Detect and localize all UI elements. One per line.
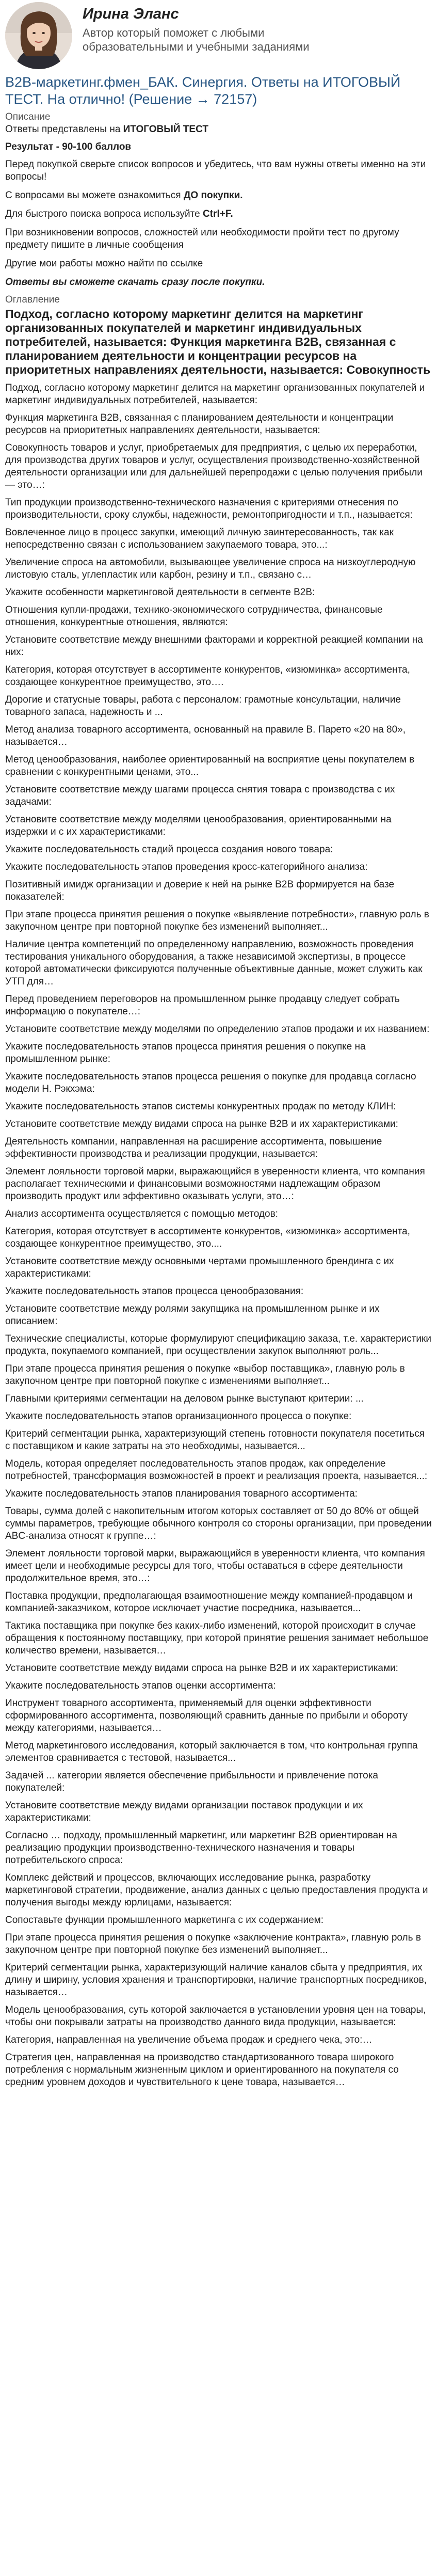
question-item: Критерий сегментации рынка, характеризующий степень готовности покупателя посетиться с поставщиком и какие затраты на это необходимы, называется... <box>5 1428 425 1452</box>
question-item: Критерий сегментации рынка, характеризующий наличие каналов сбыта у предприятия, их длину и ширину, условия хранения и транспортировки, наличие транспортных посредников, называется… <box>5 1962 427 1998</box>
question-item: Модель ценообразования, суть которой заключается в установлении уровня цен на товары, чтобы они покрывали затраты на производство данного вида продукции, называется: <box>5 2005 426 2028</box>
intro-bold: ИТОГОВЫЙ ТЕСТ <box>123 124 208 135</box>
question-item: При этапе процесса принятия решения о покупке «выявление потребности», главную роль в закупочном центре при повторной покупке без изменений выполняет... <box>5 909 429 932</box>
question-item: Элемент лояльности торговой марки, выражающийся в уверенности клиента, что компания располагает техническими и финансовыми возможностями надлежащим образом производить продукт или эффективно оказывать услуги, это…: <box>5 1166 425 1202</box>
search-hint-bold: Ctrl+F. <box>203 209 233 219</box>
question-item: Укажите особенности маркетинговой деятельности в сегменте B2B: <box>5 587 315 598</box>
question-item: Анализ ассортимента осуществляется с помощью методов: <box>5 1209 278 1219</box>
author-name[interactable]: Ирина Эланс <box>83 6 179 22</box>
before-purchase-line <box>5 189 432 202</box>
toc-heading: Подход, согласно которому маркетинг делится на маркетинг организованных покупателей и маркетинг индивидуальных потребителей, называется: Функция маркетинга B2B, связанная с планированием деятельности и концентрации ресурсов на приоритетных направлениях деятельности, называется: Совокупность <box>5 307 431 376</box>
page-title: B2B-маркетинг.фмен_БАК. Синергия. Ответы на ИТОГОВЫЙ ТЕСТ. На отлично! (Решение → 72157) <box>5 74 401 107</box>
avatar-photo <box>5 2 72 69</box>
search-hint-prefix: Для быстрого поиска вопроса используйте <box>5 209 203 219</box>
question-item: Тип продукции производственно-технического назначения с критериями отнесения по производительности, сроку службы, надежности, ремонтопригодности и т.п., называется: <box>5 497 413 520</box>
question-item: Установите соответствие между видами спроса на рынке B2B и их характеристиками: <box>5 1119 398 1130</box>
question-item: Установите соответствие между моделями ценообразования, ориентированными на издержки и с их характеристиками: <box>5 814 392 837</box>
question-item: Позитивный имидж организации и доверие к ней на рынке B2B формируется на базе показателей: <box>5 879 395 902</box>
question-item: При этапе процесса принятия решения о покупке «выбор поставщика», главную роль в закупочном центре при повторной покупке с изменениями выполняет... <box>5 1363 405 1387</box>
question-item: Деятельность компании, направленная на расширение ассортимента, повышение эффективности производства и реализации продукции, называется: <box>5 1136 382 1159</box>
author-description: Автор который поможет с любыми образовательными и учебными заданиями <box>83 26 310 53</box>
question-item: Функция маркетинга B2B, связанная с планированием деятельности и концентрации ресурсов на приоритетных направлениях деятельности, называется: <box>5 412 394 436</box>
question-list <box>5 382 432 2089</box>
question-item: Укажите последовательность этапов процесса решения о покупке для продавца согласно модели Н. Рэкхэма: <box>5 1071 416 1094</box>
question-item: Вовлеченное лицо в процесс закупки, имеющий личную заинтересованность, так как непосредственно связан с использованием закупаемого товара, это...: <box>5 527 394 550</box>
question-item: Технические специалисты, которые формулируют спецификацию заказа, т.е. характеристики продукта, покупаемого компанией, при осуществлении закупок выполняют роль... <box>5 1333 431 1357</box>
question-item: Укажите последовательность этапов процесса принятия решения о покупке на промышленном рынке: <box>5 1041 366 1064</box>
question-item: Увеличение спроса на автомобили, вызывающее увеличение спроса на низкоуглеродную листовую сталь, углепластик или карбон, резину и т.п., связано с… <box>5 557 416 580</box>
question-item: Согласно … подходу, промышленный маркетинг, или маркетинг B2B ориентирован на реализацию продукции производственно-технического назначения и товары потребительского спроса: <box>5 1830 397 1866</box>
question-item: Перед проведением переговоров на промышленном рынке продавцу следует собрать информацию о покупателе…: <box>5 994 400 1017</box>
other-works-paragraph: Другие мои работы можно найти по ссылке <box>5 258 203 269</box>
question-item: Совокупность товаров и услуг, приобретаемых для предприятия, с целью их переработки, для производства других товаров и услуг, осуществления производственно-хозяйственной деятельности организации или для дальнейшей перепродажи с целью получения прибыли — это…: <box>5 442 423 490</box>
question-item: Категория, которая отсутствует в ассортименте конкурентов, «изюминка» ассортимента, создающее конкурентное преимущество, это.... <box>5 1226 410 1249</box>
question-item: Укажите последовательность этапов процесса ценообразования: <box>5 1286 304 1297</box>
question-item: Установите соответствие между моделями по определению этапов продажи и их названием: <box>5 1024 430 1035</box>
question-item: Товары, сумма долей с накопительным итогом которых составляет от 50 до 80% от общей суммы параметров, требующие обычного контроля со стороны организации, при проведении ABC-анализа относят к группе…: <box>5 1506 432 1541</box>
question-item: Укажите последовательность этапов системы конкурентных продаж по методу КЛИН: <box>5 1101 396 1112</box>
description-label: Описание <box>5 112 51 122</box>
toc-label: Оглавление <box>5 294 60 305</box>
question-item: Метод ценообразования, наиболее ориентированный на восприятие цены покупателем в сравнении с конкурентными ценами, это... <box>5 754 415 777</box>
author-block <box>5 0 432 70</box>
question-item: Главными критериями сегментации на деловом рынке выступают критерии: ... <box>5 1393 364 1404</box>
question-item: Укажите последовательность этапов оценки ассортимента: <box>5 1680 276 1691</box>
question-item: Сопоставьте функции промышленного маркетинга с их содержанием: <box>5 1915 323 1926</box>
question-item: Установите соответствие между видами спроса на рынке B2B и их характеристиками: <box>5 1663 398 1674</box>
question-item: Инструмент товарного ассортимента, применяемый для оценки эффективности сформированного ассортимента, позволяющий сравнить данные по прибыли и обороту между категориями, называется… <box>5 1698 408 1734</box>
question-item: Дорогие и статусные товары, работа с персоналом: грамотные консультации, наличие товарного запаса, надежность и ... <box>5 694 401 718</box>
question-item: Подход, согласно которому маркетинг делится на маркетинг организованных покупателей и маркетинг индивидуальных потребителей, называется: <box>5 383 425 406</box>
result-line: Результат - 90-100 баллов <box>5 141 132 152</box>
author-info <box>72 2 351 54</box>
question-item: Поставка продукции, предполагающая взаимоотношение между компанией-продавцом и компанией-заказчиком, которое исключает участие посредника, называется... <box>5 1591 413 1614</box>
question-item: Установите соответствие между шагами процесса снятия товара с производства с их задачами: <box>5 784 395 807</box>
question-item: Укажите последовательность этапов планирования товарного ассортимента: <box>5 1488 358 1499</box>
intro-line <box>5 123 432 136</box>
question-item: Установите соответствие между видами организации поставок продукции и их характеристиками: <box>5 1800 363 1823</box>
question-item: При этапе процесса принятия решения о покупке «заключение контракта», главную роль в закупочном центре при повторной покупке без изменений выполняет... <box>5 1932 421 1955</box>
question-item: Элемент лояльности торговой марки, выражающийся в уверенности клиента, что компания имеет цели и необходимые ресурсы для того, чтобы оставаться в сфере деятельности продолжительное время, это…: <box>5 1548 425 1584</box>
question-item: Стратегия цен, направленная на производство стандартизованного товара широкого потребления с нормальным жизненным циклом и ориентированного на покупателя со средним уровнем доходов и чувствительного к цене товара, называется… <box>5 2052 399 2088</box>
question-item: Тактика поставщика при покупке без каких-либо изменений, которой происходит в случае обращения к постоянному поставщику, при которой принятие решения занимает небольшое количество времени, называется… <box>5 1620 429 1656</box>
question-item: Метод анализа товарного ассортимента, основанный на правиле В. Парето «20 на 80», называется… <box>5 724 406 748</box>
question-item: Укажите последовательность этапов организационного процесса о покупке: <box>5 1411 352 1422</box>
question-item: Наличие центра компетенций по определенному направлению, возможность проведения тестирования уникального оборудования, а также независимой экспертизы, в процессе которой автоматически фиксируются полученные объективные данные, может служить как УТП для… <box>5 939 423 987</box>
question-item: Укажите последовательность этапов проведения кросс-категорийного анализа: <box>5 862 368 872</box>
question-item: Укажите последовательность стадий процесса создания нового товара: <box>5 844 333 855</box>
warning-paragraph: Перед покупкой сверьте список вопросов и убедитесь, что вам нужны ответы именно на эти вопросы! <box>5 159 426 182</box>
before-purchase-bold: ДО покупки. <box>183 190 243 201</box>
avatar[interactable] <box>5 2 72 69</box>
intro-prefix: Ответы представлены на <box>5 124 123 135</box>
question-item: Комплекс действий и процессов, включающих исследование рынка, разработку маркетинговой стратегии, продвижение, анализ данных с целью предоставления продукта и получения выгоды между юрлицами, называется: <box>5 1872 428 1908</box>
question-item: Установите соответствие между внешними факторами и корректной реакцией компании на них: <box>5 634 423 658</box>
question-item: Категория, направленная на увеличение объема продаж и среднего чека, это:… <box>5 2034 373 2045</box>
contact-paragraph: При возникновении вопросов, сложностей или необходимости пройти тест по другому предмету пишите в личные сообщения <box>5 227 399 250</box>
question-item: Установите соответствие между основными чертами промышленного брендинга с их характеристиками: <box>5 1256 394 1279</box>
download-note: Ответы вы сможете скачать сразу после покупки. <box>5 277 265 288</box>
search-hint-line <box>5 208 432 220</box>
before-purchase-prefix: С вопросами вы можете ознакомиться <box>5 190 184 201</box>
question-item: Отношения купли-продажи, технико-экономического сотрудничества, финансовые отношения, конкурентные отношения, являются: <box>5 605 383 628</box>
question-item: Установите соответствие между ролями закупщика на промышленном рынке и их описанием: <box>5 1303 380 1327</box>
question-item: Метод маркетингового исследования, который заключается в том, что контрольная группа элементов сравнивается с тестовой, называется... <box>5 1740 418 1763</box>
question-item: Задачей ... категории является обеспечение прибыльности и привлечение потока покупателей: <box>5 1770 378 1793</box>
question-item: Категория, которая отсутствует в ассортименте конкурентов, «изюминка» ассортимента, создающее конкурентное преимущество, это…. <box>5 664 410 688</box>
question-item: Модель, которая определяет последовательность этапов продаж, как определение потребностей, трансформация возможностей в проект и реализация проекта, называется...: <box>5 1458 428 1482</box>
